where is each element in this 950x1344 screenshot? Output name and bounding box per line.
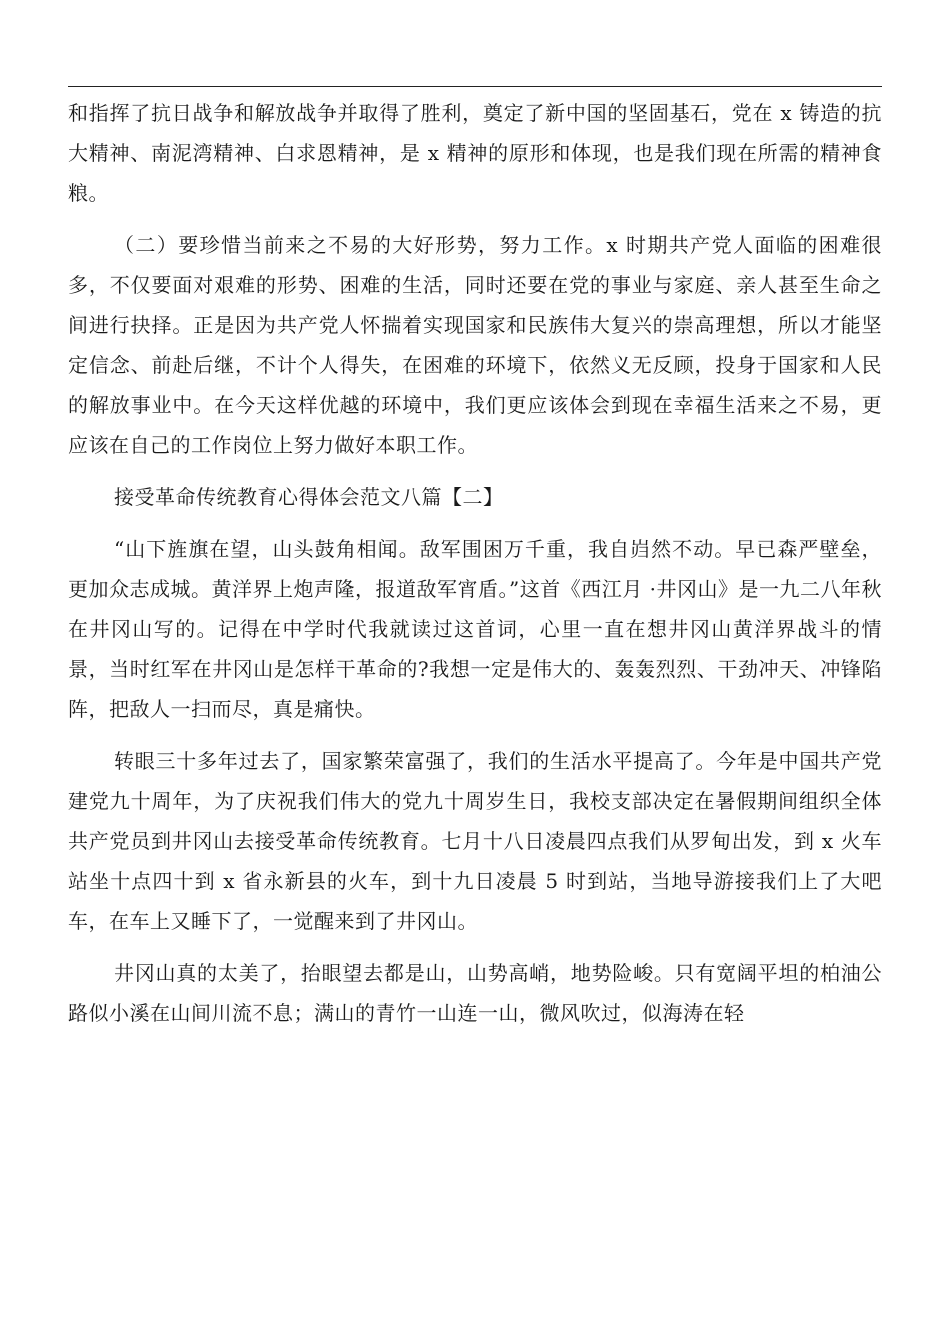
- article-heading: 接受革命传统教育心得体会范文八篇【二】: [114, 485, 504, 509]
- paragraph-poem-quote: “山下旌旗在望，山头鼓角相闻。敌军围困万千重，我自岿然不动。早已森严壁垒，更加众志成城。黄洋界上炮声隆，报道敌军宵盾。”这首《西江月 ·井冈山》是一九二八年秋在井冈山写的。记得在中学时代我就读过这首词，心里一直在想井冈山黄洋界战斗的情景，当时红军在井冈山是怎样干革命的?我想一定是伟大的、轰轰烈烈、干劲冲天、冲锋陷阵，把敌人一扫而尽，真是痛快。: [68, 537, 882, 721]
- paragraph-journey: 转眼三十多年过去了，国家繁荣富强了，我们的生活水平提高了。今年是中国共产党建党九十周年，为了庆祝我们伟大的党九十周岁生日，我校支部决定在暑假期间组织全体共产党员到井冈山去接受革命传统教育。七月十八日凌晨四点我们从罗甸出发，到 x 火车站坐十点四十到 x 省永新县的火车，到十九日凌晨 5 时到站，当地导游接我们上了大吧车，在车上又睡下了，一觉醒来到了井冈山。: [68, 749, 882, 933]
- paragraph-continuation: 和指挥了抗日战争和解放战争并取得了胜利，奠定了新中国的坚固基石，党在 x 铸造的抗大精神、南泥湾精神、白求恩精神，是 x 精神的原形和体现，也是我们现在所需的精神食粮。: [68, 101, 882, 205]
- header-rule: [68, 86, 882, 87]
- document-body: [68, 93, 882, 1045]
- paragraph-section-two: （二）要珍惜当前来之不易的大好形势，努力工作。x 时期共产党人面临的困难很多，不仅要面对艰难的形势、困难的生活，同时还要在党的事业与家庭、亲人甚至生命之间进行抉择。正是因为共产党人怀揣着实现国家和民族伟大复兴的崇高理想，所以才能坚定信念、前赴后继，不计个人得失，在困难的环境下，依然义无反顾，投身于国家和人民的解放事业中。在今天这样优越的环境中，我们更应该体会到现在幸福生活来之不易，更应该在自己的工作岗位上努力做好本职工作。: [68, 233, 882, 457]
- paragraph-scenery: 井冈山真的太美了，抬眼望去都是山，山势高峭，地势险峻。只有宽阔平坦的柏油公路似小溪在山间川流不息；满山的青竹一山连一山，微风吹过，似海涛在轻: [68, 961, 882, 1025]
